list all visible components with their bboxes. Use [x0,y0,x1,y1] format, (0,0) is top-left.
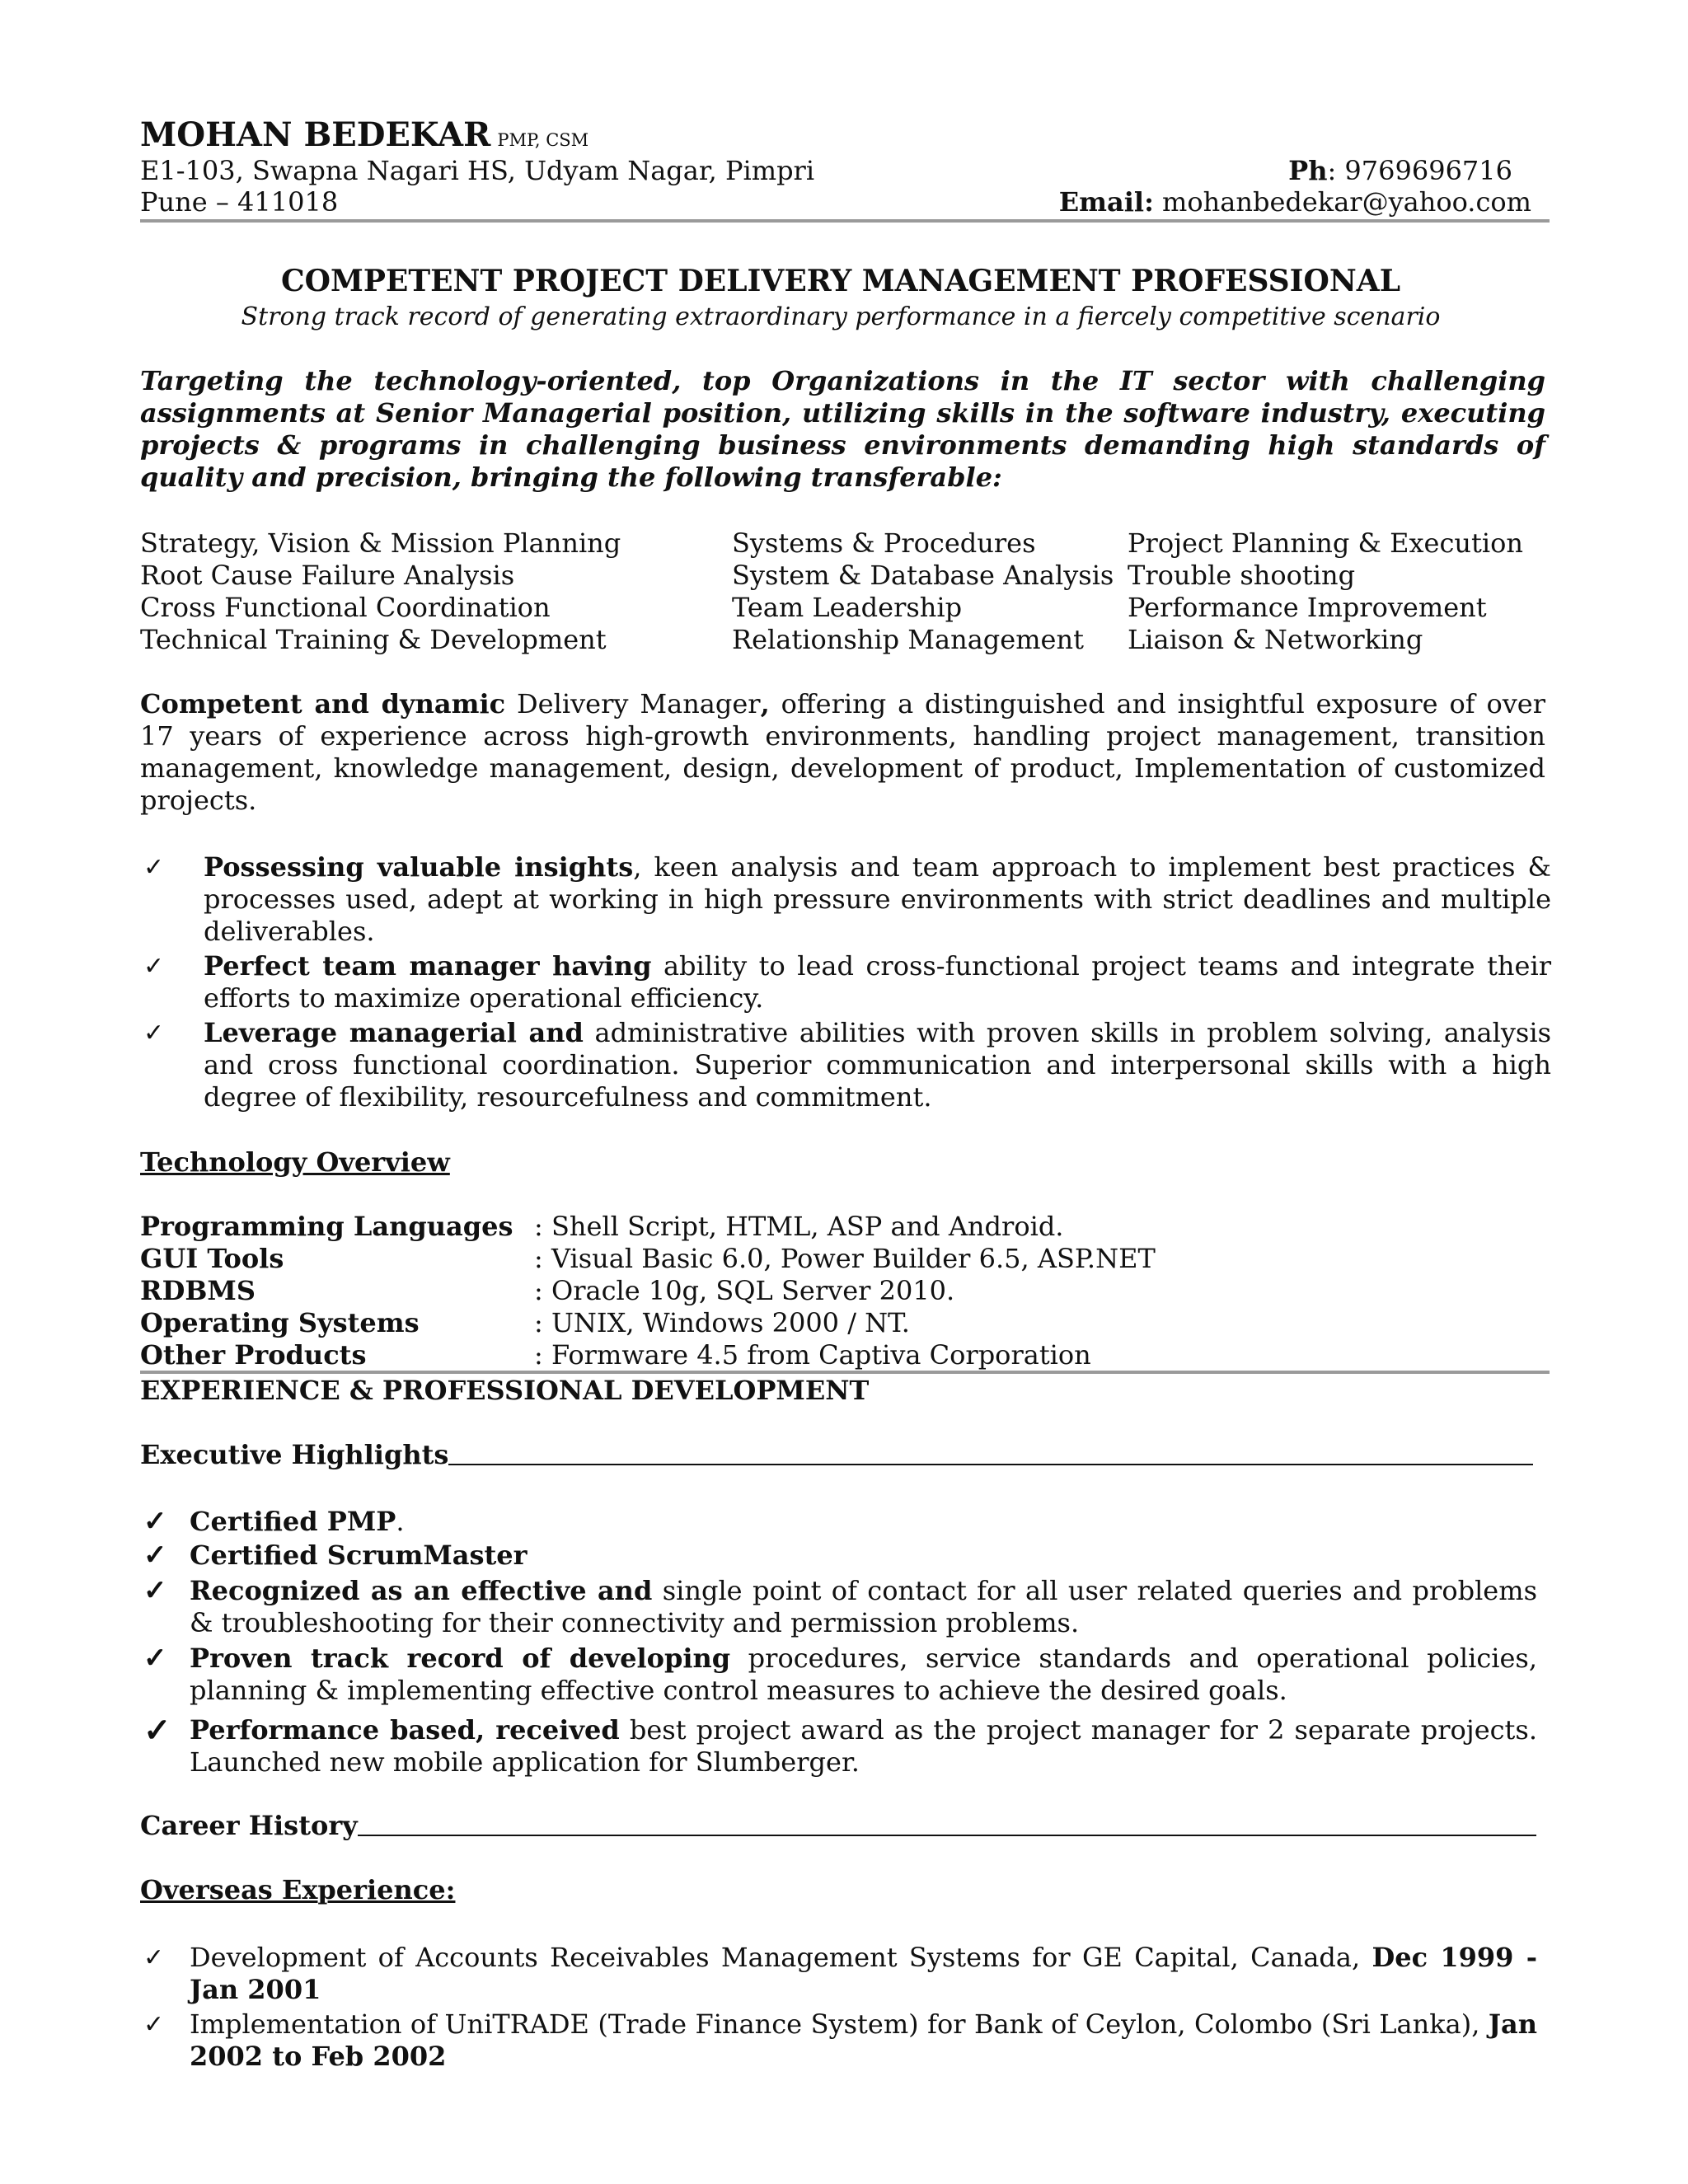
table-row [140,1211,1156,1243]
list-item [140,1942,1537,2006]
resume-title: COMPETENT PROJECT DELIVERY MANAGEMENT PROFESSIONAL [280,264,1401,298]
bullet-text: procedures, service standards and operational policies, planning & implementing effective control measures to achieve the desired goals. [190,1643,1538,1706]
bullet-lead: Possessing valuable insights [204,851,634,883]
project-description: Implementation of UniTRADE (Trade Finance System) for Bank of Ceylon, Colombo (Sri Lanka), [190,2008,1489,2040]
address-line-2: Pune – 411018 [140,186,339,218]
checkmark-icon: ✓ [143,1642,167,1675]
list-item [140,1506,1537,1538]
technology-overview-heading: Technology Overview [140,1146,450,1178]
project-dates: Jan 2002 to Feb 2002 [190,2008,1537,2072]
skill-item: Performance Improvement [1128,592,1487,623]
executive-highlights-list [140,1506,1537,1779]
candidate-credentials: PMP, CSM [497,130,589,150]
checkmark-icon: ✓ [143,1019,165,1047]
summary-comma: , [760,688,770,719]
phone-number: : 9769696716 [1327,155,1512,186]
list-item [140,1017,1551,1113]
profile-bullet-list [140,851,1551,1113]
list-item [140,1575,1537,1639]
skill-item: Project Planning & Execution [1128,527,1523,559]
email-label: Email: [1058,186,1154,218]
experience-heading: EXPERIENCE & PROFESSIONAL DEVELOPMENT [140,1375,870,1406]
tech-value: : Shell Script, HTML, ASP and Android. [534,1211,1064,1242]
overseas-experience-list [140,1942,1537,2073]
tech-value: : Visual Basic 6.0, Power Builder 6.5, ASP.NET [534,1243,1156,1274]
tech-label: RDBMS [140,1275,256,1306]
skills-column-2 [732,527,1114,656]
table-row [140,1275,1156,1307]
skill-item: Root Cause Failure Analysis [140,560,515,591]
bullet-lead: Leverage managerial and [204,1017,584,1048]
executive-highlights-title: Executive Highlights [140,1439,449,1470]
tech-label: Operating Systems [140,1307,420,1338]
technology-table [140,1211,1156,1371]
checkmark-icon: ✓ [143,952,165,981]
bullet-text: single point of contact for all user related queries and problems & troubleshooting for their connectivity and permission problems. [190,1575,1538,1638]
list-item [140,950,1551,1015]
table-row [140,1339,1156,1371]
list-item [140,1540,1537,1572]
checkmark-icon: ✓ [143,853,165,882]
bullet-lead: Recognized as an effective and [190,1575,653,1606]
career-history-heading [140,1810,1536,1841]
project-description: Development of Accounts Receivables Management Systems for GE Capital, Canada, [190,1942,1372,1973]
project-dates: Dec 1999 - Jan 2001 [190,1942,1538,2005]
bullet-text: . [396,1506,405,1537]
phone-label: Ph [1288,155,1328,186]
skills-column-1 [140,527,621,656]
checkmark-icon: ✓ [143,1943,165,1972]
experience-divider [140,1371,1550,1374]
bullet-text: best project award as the project manager for 2 separate projects. Launched new mobile application for Slumberger. [190,1714,1538,1778]
address-line-1: E1-103, Swapna Nagari HS, Udyam Nagar, Pimpri [140,155,815,186]
skills-column-3 [1128,527,1523,656]
checkmark-icon: ✓ [143,1574,167,1607]
summary-lead: Competent and dynamic [140,688,506,719]
tech-value: : Formware 4.5 from Captiva Corporation [534,1339,1091,1371]
overseas-experience-heading: Overseas Experience: [140,1874,456,1905]
checkmark-icon: ✓ [143,1505,167,1538]
skill-item: Trouble shooting [1128,560,1356,591]
bullet-text: , keen analysis and team approach to implement best practices & processes used, adept at working in high pressure environments with strict deadlines and multiple deliverables. [204,851,1552,947]
tech-label: GUI Tools [140,1243,284,1274]
list-item [140,1643,1537,1707]
heading-underline [358,1835,1536,1836]
summary-body: offering a distinguished and insightful exposure of over 17 years of experience across high-growth environments, handling project management, transition management, knowledge management, design, development of product, Implementation of customized projects. [140,688,1546,816]
bullet-lead: Certified ScrumMaster [190,1540,528,1571]
skill-item: Cross Functional Coordination [140,592,551,623]
tech-value: : UNIX, Windows 2000 / NT. [534,1307,910,1338]
skill-item: Liaison & Networking [1128,624,1423,655]
email-address[interactable]: mohanbedekar@yahoo.com [1153,186,1531,218]
resume-tagline: Strong track record of generating extraordinary performance in a fiercely competitive scenario [241,302,1441,331]
list-item [140,851,1551,948]
skill-item: Relationship Management [732,624,1084,655]
executive-highlights-heading [140,1439,1533,1470]
candidate-name: MOHAN BEDEKAR [140,115,491,154]
skill-item: Strategy, Vision & Mission Planning [140,527,621,559]
email-line [1059,186,1531,218]
bullet-text: ability to lead cross-functional project teams and integrate their efforts to maximize operational efficiency. [204,950,1552,1014]
checkmark-icon: ✓ [143,2010,165,2039]
phone-line [1288,155,1512,186]
list-item [140,1711,1538,1779]
skill-item: Team Leadership [732,592,963,623]
skill-item: Technical Training & Development [140,624,607,655]
candidate-name-block [140,115,588,154]
heading-underline [448,1464,1533,1465]
bullet-lead: Perfect team manager having [204,950,652,982]
bullet-text: administrative abilities with proven skills in problem solving, analysis and cross functional coordination. Superior communication and interpersonal skills with a high degree of flexibility, resourcefulness and commitment. [204,1017,1552,1113]
career-history-title: Career History [140,1810,358,1841]
checkmark-icon: ✓ [143,1711,171,1750]
tech-value: : Oracle 10g, SQL Server 2010. [534,1275,955,1306]
professional-summary [140,688,1545,817]
tech-label: Programming Languages [140,1211,513,1242]
list-item [140,2008,1537,2073]
bullet-lead: Certified PMP [190,1506,396,1537]
tech-label: Other Products [140,1339,367,1371]
table-row [140,1307,1156,1339]
summary-role: Delivery Manager [505,688,761,719]
skill-item: System & Database Analysis [732,560,1114,591]
bullet-lead: Performance based, received [190,1714,620,1746]
skill-item: Systems & Procedures [732,527,1036,559]
header-divider [140,219,1550,223]
checkmark-icon: ✓ [143,1539,167,1572]
target-statement: Targeting the technology-oriented, top Organizations in the IT sector with challenging assignments at Senior Managerial position, utilizing skills in the software industry, executing projects & programs in challenging business environments demanding high standards of quality and precision, bringing the following transferable: [140,365,1545,493]
table-row [140,1243,1156,1275]
bullet-lead: Proven track record of developing [190,1643,731,1674]
